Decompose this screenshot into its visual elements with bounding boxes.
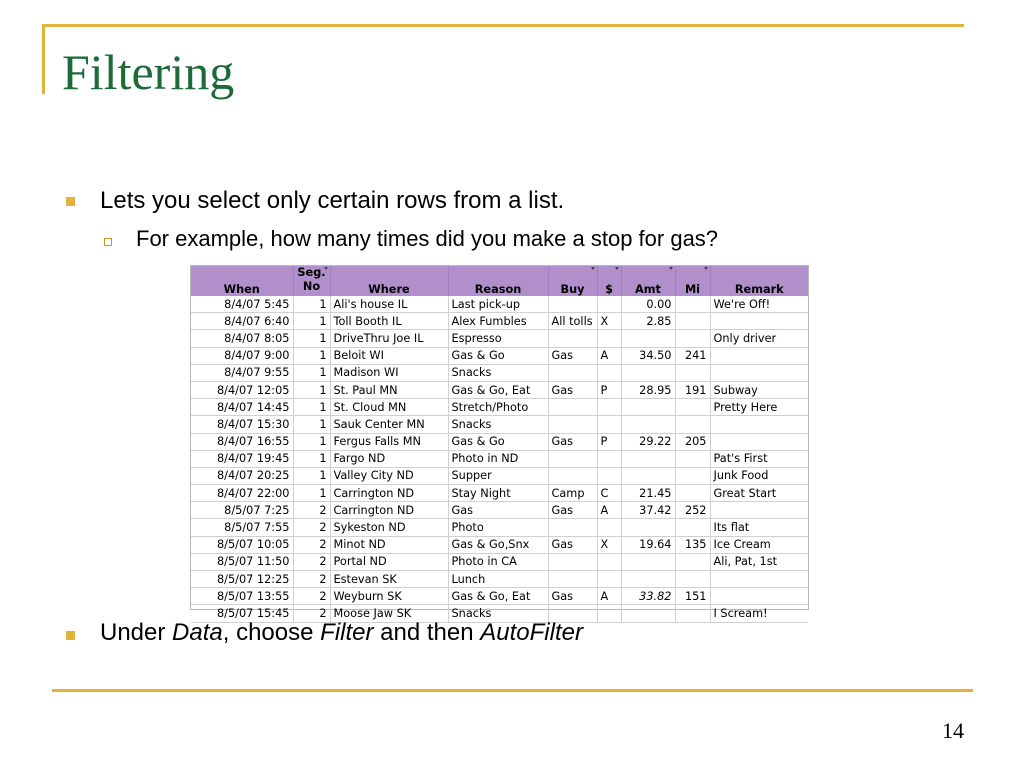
cell-reason: Espresso [448, 330, 548, 347]
instruction-data-word: Data [172, 619, 223, 646]
cell-when: 8/4/07 19:45 [191, 450, 293, 467]
cell-amt [621, 605, 675, 622]
cell-amt [621, 519, 675, 536]
cell-reason: Lunch [448, 571, 548, 588]
cell-remark: Ice Cream [710, 536, 808, 553]
cell-where: St. Paul MN [330, 381, 448, 398]
cell-reason: Last pick-up [448, 296, 548, 313]
table-row [191, 433, 808, 450]
cell-reason: Photo in CA [448, 553, 548, 570]
cell-remark: Junk Food [710, 467, 808, 484]
cell-when: 8/4/07 12:05 [191, 381, 293, 398]
cell-reason: Snacks [448, 416, 548, 433]
cell-buy [548, 553, 597, 570]
cell-pay: X [597, 313, 621, 330]
cell-seg: 2 [293, 605, 330, 622]
cell-reason: Alex Fumbles [448, 313, 548, 330]
cell-buy: Gas [548, 347, 597, 364]
cell-where: Portal ND [330, 553, 448, 570]
hollow-square-bullet-icon [104, 238, 112, 246]
cell-where: Sauk Center MN [330, 416, 448, 433]
cell-mi: 241 [675, 347, 710, 364]
cell-buy: Gas [548, 536, 597, 553]
table-row [191, 450, 808, 467]
table-row [191, 485, 808, 502]
cell-amt: 33.82 [621, 588, 675, 605]
cell-amt: 28.95 [621, 381, 675, 398]
slide-title: Filtering [62, 44, 235, 100]
cell-buy [548, 450, 597, 467]
cell-reason: Gas [448, 502, 548, 519]
cell-mi: 151 [675, 588, 710, 605]
cell-mi: 135 [675, 536, 710, 553]
header-pay-label: $ [605, 282, 613, 296]
cell-pay [597, 296, 621, 313]
cell-buy: Camp [548, 485, 597, 502]
cell-when: 8/5/07 13:55 [191, 588, 293, 605]
table-row [191, 381, 808, 398]
cell-when: 8/4/07 9:00 [191, 347, 293, 364]
table-row [191, 330, 808, 347]
header-pay [597, 266, 621, 296]
table-row [191, 399, 808, 416]
table-row [191, 519, 808, 536]
table-row [191, 416, 808, 433]
table-row [191, 347, 808, 364]
cell-where: DriveThru Joe IL [330, 330, 448, 347]
cell-amt: 19.64 [621, 536, 675, 553]
cell-when: 8/5/07 12:25 [191, 571, 293, 588]
autofilter-arrow-icon [324, 267, 328, 270]
cell-remark: Only driver [710, 330, 808, 347]
cell-when: 8/4/07 15:30 [191, 416, 293, 433]
cell-reason: Gas & Go, Eat [448, 588, 548, 605]
instruction-prefix: Under [100, 619, 173, 646]
cell-remark: Its flat [710, 519, 808, 536]
cell-pay [597, 330, 621, 347]
cell-buy [548, 467, 597, 484]
cell-reason: Supper [448, 467, 548, 484]
autofilter-arrow-icon [591, 267, 595, 270]
bullet-text-2 [100, 619, 583, 647]
cell-amt [621, 467, 675, 484]
cell-where: Madison WI [330, 364, 448, 381]
cell-where: Minot ND [330, 536, 448, 553]
cell-amt [621, 450, 675, 467]
cell-buy: Gas [548, 433, 597, 450]
table-row [191, 364, 808, 381]
header-amt-label: Amt [635, 282, 661, 296]
cell-mi [675, 330, 710, 347]
cell-pay: X [597, 536, 621, 553]
bullet-text-1: Lets you select only certain rows from a list. [100, 187, 565, 214]
cell-mi [675, 553, 710, 570]
cell-buy [548, 296, 597, 313]
left-gold-rule [42, 24, 45, 94]
cell-pay: A [597, 347, 621, 364]
cell-reason: Photo [448, 519, 548, 536]
cell-when: 8/4/07 20:25 [191, 467, 293, 484]
cell-buy: Gas [548, 588, 597, 605]
cell-seg: 1 [293, 416, 330, 433]
table-row [191, 296, 808, 313]
cell-amt: 37.42 [621, 502, 675, 519]
cell-when: 8/5/07 11:50 [191, 553, 293, 570]
header-where: Where [330, 266, 448, 296]
square-bullet-icon [66, 631, 75, 640]
cell-pay [597, 364, 621, 381]
cell-mi [675, 296, 710, 313]
cell-reason: Stretch/Photo [448, 399, 548, 416]
cell-buy [548, 519, 597, 536]
cell-when: 8/4/07 16:55 [191, 433, 293, 450]
cell-remark: Great Start [710, 485, 808, 502]
cell-when: 8/4/07 5:45 [191, 296, 293, 313]
cell-where: Estevan SK [330, 571, 448, 588]
cell-remark [710, 416, 808, 433]
cell-remark: We're Off! [710, 296, 808, 313]
cell-reason: Stay Night [448, 485, 548, 502]
cell-mi [675, 313, 710, 330]
cell-pay [597, 553, 621, 570]
cell-pay: P [597, 381, 621, 398]
cell-when: 8/4/07 6:40 [191, 313, 293, 330]
trip-log-table [191, 266, 808, 623]
cell-reason: Gas & Go [448, 433, 548, 450]
cell-mi [675, 467, 710, 484]
cell-where: Beloit WI [330, 347, 448, 364]
cell-mi: 205 [675, 433, 710, 450]
cell-seg: 2 [293, 536, 330, 553]
cell-mi: 252 [675, 502, 710, 519]
instruction-filter-word: Filter [320, 619, 374, 646]
header-amt [621, 266, 675, 296]
cell-pay [597, 519, 621, 536]
cell-where: Ali's house IL [330, 296, 448, 313]
cell-remark [710, 502, 808, 519]
header-seg-top: Seg. [297, 266, 326, 279]
cell-reason: Snacks [448, 605, 548, 622]
cell-where: Weyburn SK [330, 588, 448, 605]
cell-mi [675, 519, 710, 536]
instruction-middle: , choose [222, 619, 321, 646]
cell-remark [710, 433, 808, 450]
cell-when: 8/5/07 7:25 [191, 502, 293, 519]
cell-seg: 2 [293, 571, 330, 588]
cell-remark [710, 588, 808, 605]
header-seg [293, 266, 330, 296]
cell-pay [597, 399, 621, 416]
cell-remark [710, 364, 808, 381]
cell-mi [675, 605, 710, 622]
cell-amt [621, 553, 675, 570]
cell-seg: 2 [293, 588, 330, 605]
cell-where: Toll Booth IL [330, 313, 448, 330]
table-row [191, 553, 808, 570]
instruction-suffix: and then [373, 619, 481, 646]
cell-seg: 1 [293, 485, 330, 502]
cell-pay: P [597, 433, 621, 450]
cell-pay: A [597, 588, 621, 605]
cell-pay [597, 416, 621, 433]
cell-pay [597, 450, 621, 467]
cell-reason: Gas & Go, Eat [448, 381, 548, 398]
cell-mi [675, 364, 710, 381]
cell-remark: Pretty Here [710, 399, 808, 416]
cell-seg: 1 [293, 399, 330, 416]
cell-remark: Subway [710, 381, 808, 398]
cell-when: 8/4/07 8:05 [191, 330, 293, 347]
cell-amt: 0.00 [621, 296, 675, 313]
cell-seg: 1 [293, 433, 330, 450]
header-buy [548, 266, 597, 296]
header-when: When [191, 266, 293, 296]
top-gold-rule [42, 24, 964, 27]
cell-where: Fergus Falls MN [330, 433, 448, 450]
cell-buy: Gas [548, 502, 597, 519]
cell-seg: 1 [293, 313, 330, 330]
header-reason: Reason [448, 266, 548, 296]
cell-seg: 1 [293, 450, 330, 467]
instruction-autofilter-word: AutoFilter [480, 619, 583, 646]
cell-remark [710, 347, 808, 364]
cell-seg: 1 [293, 296, 330, 313]
cell-seg: 1 [293, 347, 330, 364]
cell-mi [675, 450, 710, 467]
cell-pay: C [597, 485, 621, 502]
cell-when: 8/4/07 14:45 [191, 399, 293, 416]
cell-amt [621, 571, 675, 588]
cell-remark [710, 571, 808, 588]
cell-where: Sykeston ND [330, 519, 448, 536]
cell-buy: All tolls [548, 313, 597, 330]
cell-buy [548, 571, 597, 588]
cell-where: Carrington ND [330, 485, 448, 502]
table-row [191, 313, 808, 330]
cell-seg: 2 [293, 519, 330, 536]
cell-mi [675, 485, 710, 502]
cell-when: 8/5/07 15:45 [191, 605, 293, 622]
header-mi-label: Mi [684, 282, 701, 296]
bottom-gold-rule [52, 689, 973, 692]
cell-remark [710, 313, 808, 330]
cell-where: Valley City ND [330, 467, 448, 484]
table-row [191, 502, 808, 519]
table-row [191, 588, 808, 605]
cell-when: 8/4/07 22:00 [191, 485, 293, 502]
cell-seg: 2 [293, 553, 330, 570]
cell-amt: 29.22 [621, 433, 675, 450]
table-row [191, 571, 808, 588]
cell-reason: Gas & Go [448, 347, 548, 364]
spreadsheet-screenshot [190, 265, 809, 620]
header-row [191, 266, 808, 296]
cell-seg: 2 [293, 502, 330, 519]
cell-mi [675, 416, 710, 433]
autofilter-arrow-icon [669, 267, 673, 270]
cell-buy: Gas [548, 381, 597, 398]
cell-mi: 191 [675, 381, 710, 398]
cell-amt [621, 330, 675, 347]
cell-pay [597, 605, 621, 622]
cell-buy [548, 364, 597, 381]
cell-where: Carrington ND [330, 502, 448, 519]
autofilter-arrow-icon [704, 267, 708, 270]
cell-remark: I Scream! [710, 605, 808, 622]
table-row [191, 536, 808, 553]
header-mi [675, 266, 710, 296]
cell-amt: 34.50 [621, 347, 675, 364]
table-row [191, 467, 808, 484]
cell-seg: 1 [293, 467, 330, 484]
autofilter-arrow-icon [615, 267, 619, 270]
cell-mi [675, 399, 710, 416]
cell-amt [621, 416, 675, 433]
cell-buy [548, 399, 597, 416]
sub-bullet-text: For example, how many times did you make a stop for gas? [136, 226, 719, 251]
cell-seg: 1 [293, 381, 330, 398]
header-buy-label: Buy [560, 282, 585, 296]
cell-when: 8/5/07 10:05 [191, 536, 293, 553]
cell-remark: Ali, Pat, 1st [710, 553, 808, 570]
cell-buy [548, 330, 597, 347]
cell-pay [597, 571, 621, 588]
cell-mi [675, 571, 710, 588]
page-number: 14 [942, 718, 964, 743]
cell-seg: 1 [293, 364, 330, 381]
header-seg-bottom: No [302, 279, 321, 293]
cell-when: 8/4/07 9:55 [191, 364, 293, 381]
cell-amt: 21.45 [621, 485, 675, 502]
cell-reason: Snacks [448, 364, 548, 381]
cell-reason: Gas & Go,Snx [448, 536, 548, 553]
cell-pay [597, 467, 621, 484]
cell-when: 8/5/07 7:55 [191, 519, 293, 536]
cell-amt [621, 364, 675, 381]
header-remark: Remark [710, 266, 808, 296]
cell-where: Fargo ND [330, 450, 448, 467]
square-bullet-icon [66, 197, 75, 206]
cell-where: St. Cloud MN [330, 399, 448, 416]
cell-where: Moose Jaw SK [330, 605, 448, 622]
cell-buy [548, 416, 597, 433]
cell-amt: 2.85 [621, 313, 675, 330]
cell-seg: 1 [293, 330, 330, 347]
cell-pay: A [597, 502, 621, 519]
cell-amt [621, 399, 675, 416]
cell-remark: Pat's First [710, 450, 808, 467]
cell-reason: Photo in ND [448, 450, 548, 467]
